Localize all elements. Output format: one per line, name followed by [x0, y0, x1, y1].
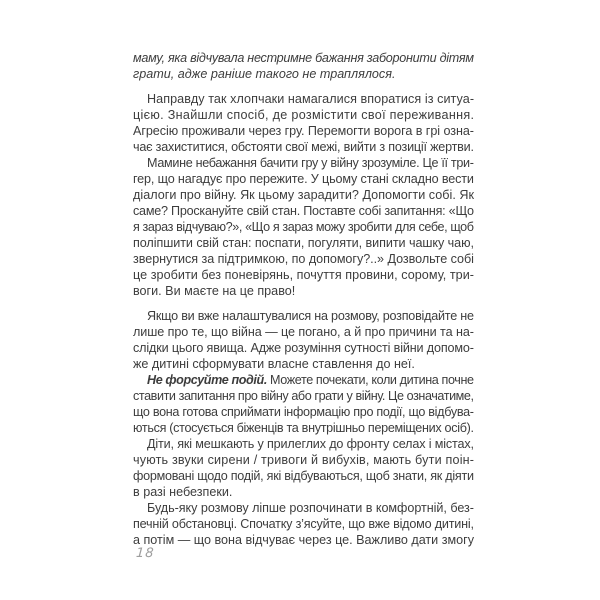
text-run: Можете почекати, коли дитина почне [266, 373, 474, 387]
text-run: маму, яка відчувала нестримне бажання заборонити дітям [133, 51, 474, 65]
text-run: ються (стосується біженців та внутрішньо переміщених осіб). [133, 421, 474, 435]
text-run: цією. Знайшли спосіб, де розмістити свої переживання. [133, 108, 475, 122]
text-line [133, 251, 474, 267]
text-run: печній обстановці. Спочатку з’ясуйте, що вже відомо дитині, [133, 517, 474, 531]
text-line [133, 324, 474, 340]
text-run: Діти, які мешкають у прилеглих до фронту селах і містах, [147, 437, 474, 451]
text-line [133, 171, 474, 187]
text-run: звернутися за підтримкою, по допомогу?..» Дозвольте собі [133, 252, 474, 266]
text-line [133, 155, 474, 171]
text-line [133, 267, 474, 283]
text-run: Мамине небажання бачити гру у війну зрозуміле. Це її три- [147, 156, 474, 170]
paragraph [133, 308, 474, 372]
paragraph [133, 372, 474, 436]
text-line [133, 532, 474, 548]
text-line [133, 340, 474, 356]
text-line [133, 484, 474, 500]
text-run: діалоги про війну. Як цьому зарадити? Допомогти собі. Як [133, 188, 475, 202]
page-text-block [133, 50, 474, 548]
text-line [133, 452, 474, 468]
text-line [133, 516, 474, 532]
text-line [133, 187, 474, 203]
text-line [133, 107, 474, 123]
text-line [133, 436, 474, 452]
text-line [133, 308, 474, 324]
paragraph [133, 50, 474, 82]
paragraph [133, 500, 474, 548]
text-run: Направду так хлопчаки намагалися впоратися із ситуа- [147, 92, 475, 106]
text-run: що вона готова сприймати інформацію про події, що відбува- [133, 405, 474, 419]
text-line [133, 139, 474, 155]
text-line [133, 50, 474, 66]
text-line [133, 66, 474, 82]
text-line [133, 235, 474, 251]
text-run: Якщо ви вже налаштувалися на розмову, розповідайте не [147, 309, 474, 323]
text-line [133, 91, 474, 107]
text-line [133, 420, 474, 436]
text-line [133, 500, 474, 516]
text-line [133, 123, 474, 139]
text-run: же дитині сформувати власне ставлення до неї. [133, 357, 415, 371]
text-run: поліпшити свій стан: поспати, погуляти, випити чашку чаю, [133, 236, 474, 250]
text-line [133, 203, 474, 219]
text-run: ставити запитання про війну або грати у війну. Це означатиме, [133, 389, 474, 403]
text-line [133, 372, 474, 388]
text-line [133, 283, 474, 299]
text-run: воги. Ви маєте на це право! [133, 284, 296, 298]
lead-in-emphasis: Не форсуйте подій. [147, 373, 267, 387]
text-line [133, 219, 474, 235]
text-run: саме? Проскануйте свій стан. Поставте собі запитання: «Що [133, 204, 474, 218]
text-run: а потім — що вона відчуває через це. Важливо дати змогу [133, 533, 474, 547]
text-run: лише про те, що війна — це погано, а й про причини та на- [133, 325, 474, 339]
text-run: формовані щодо подій, які відбуваються, щоб знати, як діяти [133, 469, 474, 483]
text-run: Агресію проживали через гру. Перемогти ворога в грі озна- [133, 124, 474, 138]
text-run: в разі небезпеки. [133, 485, 233, 499]
text-run: це зробити без поневірянь, почуття провини, сорому, три- [133, 268, 475, 282]
paragraph [133, 91, 474, 155]
paragraph [133, 155, 474, 299]
page-number: 18 [135, 546, 156, 561]
text-run: чає захиститися, обстояти свої межі, вийти з позиції жертви. [133, 140, 474, 154]
text-run: Будь-яку розмову ліпше розпочинати в комфортній, без- [147, 501, 474, 515]
text-run: я зараз відчуваю?», «Що я зараз можу зробити для себе, щоб [133, 220, 474, 234]
text-run: грати, адже раніше такого не траплялося. [133, 67, 396, 81]
text-line [133, 356, 474, 372]
text-line [133, 468, 474, 484]
text-run: чують звуки сирени / тривоги й вибухів, мають бути поін- [133, 453, 475, 467]
text-run: гер, що нагадує про пережите. У цьому стані складно вести [133, 172, 474, 186]
paragraph [133, 436, 474, 500]
text-line [133, 404, 474, 420]
text-line [133, 388, 474, 404]
text-run: слідки цього явища. Адже розуміння сутності війни допомо- [133, 341, 474, 355]
